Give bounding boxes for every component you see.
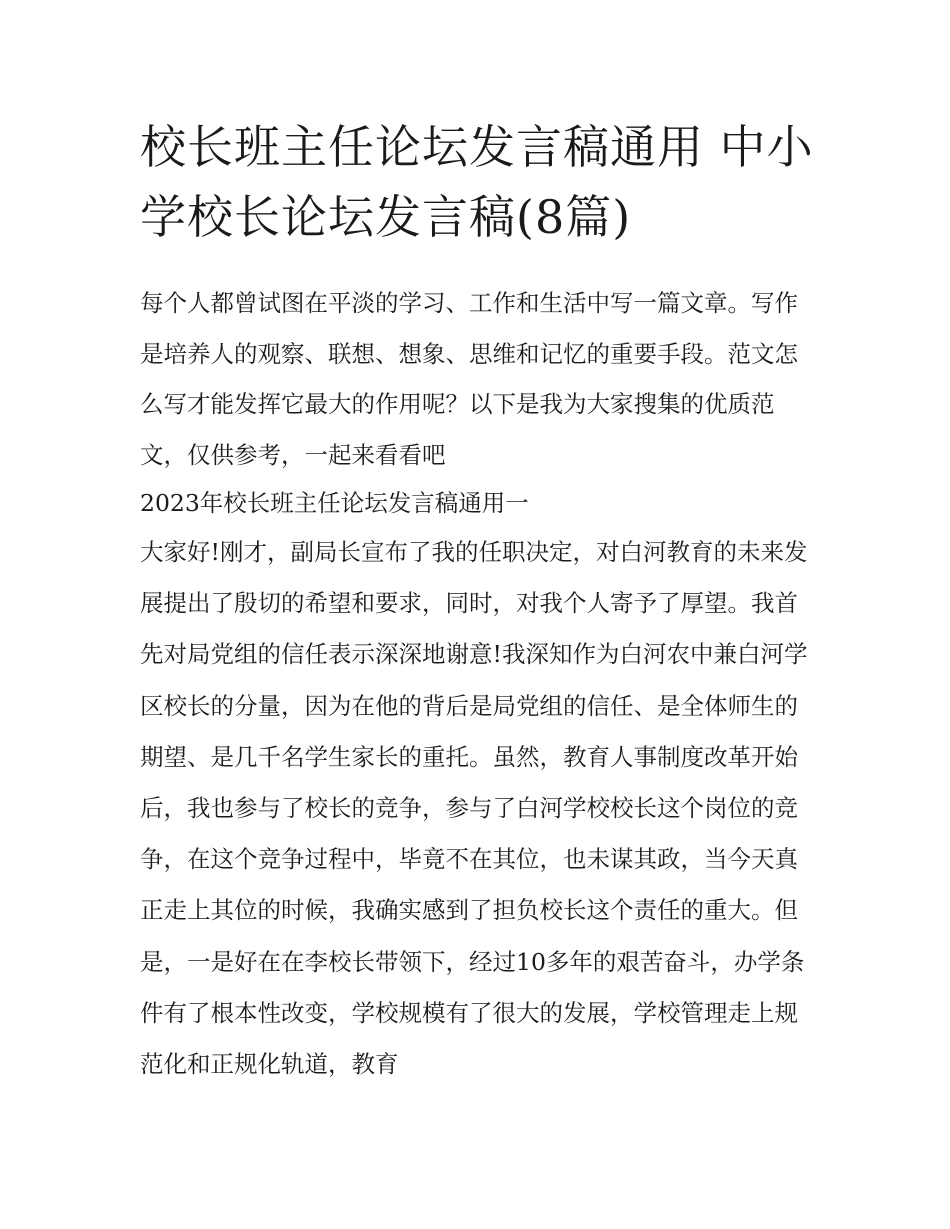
section-heading: 2023年校长班主任论坛发言稿通用一	[140, 489, 529, 517]
intro-paragraph: 每个人都曾试图在平淡的学习、工作和生活中写一篇文章。写作是培养人的观察、联想、想象、思维和记忆的重要手段。范文怎么写才能发挥它最大的作用呢？以下是我为大家搜集的优质范文，仅供参考，一起来看看吧	[140, 289, 798, 469]
body-paragraph: 大家好!刚才，副局长宣布了我的任职决定，对白河教育的未来发展提出了殷切的希望和要求，同时，对我个人寄予了厚望。我首先对局党组的信任表示深深地谢意!我深知作为白河农中兼白河学区校长的分量，因为在他的背后是局党组的信任、是全体师生的期望、是几千名学生家长的重托。虽然，教育人事制度改革开始后，我也参与了校长的竞争，参与了白河学校校长这个岗位的竞争，在这个竞争过程中，毕竟不在其位，也未谋其政，当今天真正走上其位的时候，我确实感到了担负校长这个责任的重大。但是，一是好在在李校长带领下，经过10多年的艰苦奋斗，办学条件有了根本性改变，学校规模有了很大的发展，学校管理走上规范化和正规化轨道，教育	[140, 538, 808, 1079]
document-title: 校长班主任论坛发言稿通用 中小学校长论坛发言稿(8篇)	[140, 120, 814, 244]
